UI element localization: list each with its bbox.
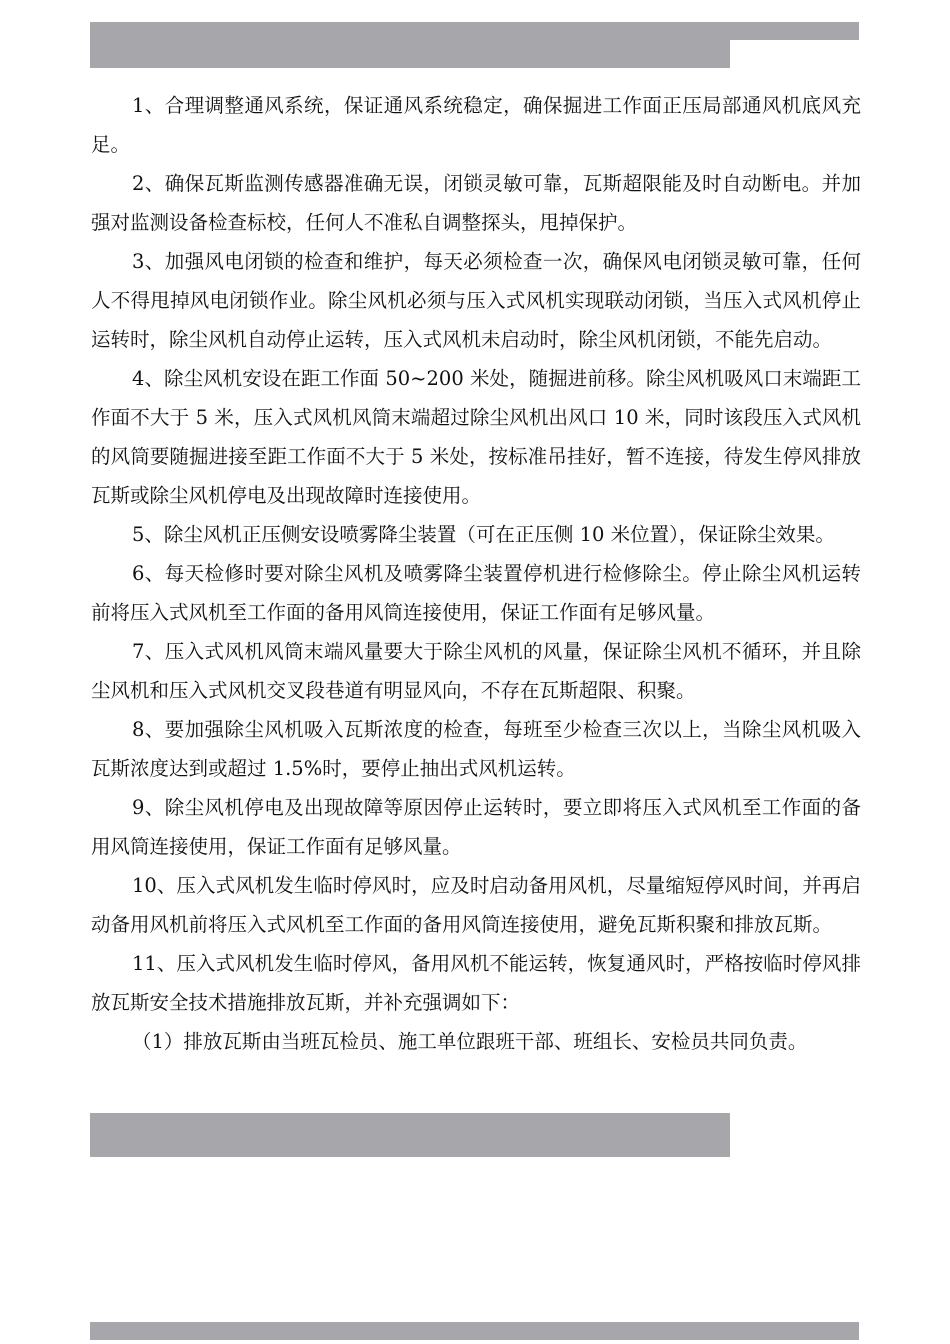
footer-decor-bar <box>90 1322 859 1340</box>
paragraph-4: 4、除尘风机安设在距工作面 50~200 米处，随掘进前移。除尘风机吸风口末端距工作面不大于 5 米，压入式风机风筒末端超过除尘风机出风口 10 米，同时该段压入式风机的风筒要随掘进接至距工作面不大于 5 米处，按标准吊挂好，暂不连接，待发生停风排放瓦斯或除尘风机停电及出现故障时连接使用。 <box>91 367 861 507</box>
mid-decor-bar <box>90 1113 730 1157</box>
paragraph-1: 1、合理调整通风系统，保证通风系统稳定，确保掘进工作面正压局部通风机底风充足。 <box>91 94 861 156</box>
header-decor-bar-lower <box>90 40 730 68</box>
paragraph-8: 8、要加强除尘风机吸入瓦斯浓度的检查，每班至少检查三次以上，当除尘风机吸入瓦斯浓度达到或超过 1.5%时，要停止抽出式风机运转。 <box>91 718 861 780</box>
paragraph-3: 3、加强风电闭锁的检查和维护，每天必须检查一次，确保风电闭锁灵敏可靠，任何人不得甩掉风电闭锁作业。除尘风机必须与压入式风机实现联动闭锁，当压入式风机停止运转时，除尘风机自动停止运转，压入式风机未启动时，除尘风机闭锁，不能先启动。 <box>91 250 861 351</box>
document-body <box>91 86 861 1061</box>
paragraph-9: 9、除尘风机停电及出现故障等原因停止运转时，要立即将压入式风机至工作面的备用风筒连接使用，保证工作面有足够风量。 <box>91 796 861 858</box>
header-decor-bar <box>90 22 859 40</box>
paragraph-2: 2、确保瓦斯监测传感器准确无误，闭锁灵敏可靠，瓦斯超限能及时自动断电。并加强对监测设备检查标校，任何人不准私自调整探头，甩掉保护。 <box>91 172 861 234</box>
paragraph-7: 7、压入式风机风筒末端风量要大于除尘风机的风量，保证除尘风机不循环，并且除尘风机和压入式风机交叉段巷道有明显风向，不存在瓦斯超限、积聚。 <box>91 640 861 702</box>
paragraph-5: 5、除尘风机正压侧安设喷雾降尘装置（可在正压侧 10 米位置），保证除尘效果。 <box>132 523 835 546</box>
paragraph-6: 6、每天检修时要对除尘风机及喷雾降尘装置停机进行检修除尘。停止除尘风机运转前将压入式风机至工作面的备用风筒连接使用，保证工作面有足够风量。 <box>91 562 861 624</box>
paragraph-10: 10、压入式风机发生临时停风时，应及时启动备用风机，尽量缩短停风时间，并再启动备用风机前将压入式风机至工作面的备用风筒连接使用，避免瓦斯积聚和排放瓦斯。 <box>91 874 861 936</box>
paragraph-12: （1）排放瓦斯由当班瓦检员、施工单位跟班干部、班组长、安检员共同负责。 <box>132 1030 808 1053</box>
paragraph-11: 11、压入式风机发生临时停风，备用风机不能运转，恢复通风时，严格按临时停风排放瓦斯安全技术措施排放瓦斯，并补充强调如下： <box>91 952 861 1014</box>
